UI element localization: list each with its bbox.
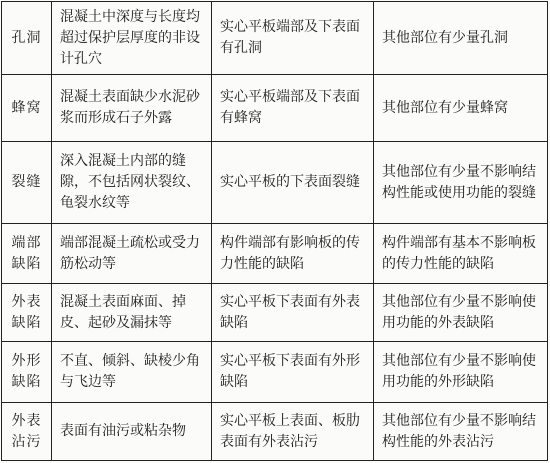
serious-defect-cell: 实心平板端部及下表面有蜂窝 [212,75,374,142]
general-defect-cell: 其他部位有少量不影响结构性能或使用功能的裂缝 [374,142,548,224]
general-defect-cell: 其他部位有少量蜂窝 [374,75,548,142]
defect-name: 蜂窝 [11,99,42,116]
general-defect-cell: 构件端部有基本不影响板的传力性能的缺陷 [374,224,548,284]
table-row [2,2,548,75]
defect-table [1,1,548,461]
defect-name-cell [2,142,52,224]
defect-name-cell [2,403,52,461]
general-defect-cell: 其他部位有少量不影响结构性能的外表沾污 [374,403,548,461]
serious-defect-cell: 实心平板下表面有外形缺陷 [212,342,374,403]
phenomenon-cell: 混凝土表面麻面、掉皮、起砂及漏抹等 [52,284,212,342]
defect-name: 裂缝 [11,174,42,190]
table-row [2,342,548,403]
serious-defect-cell: 实心平板下表面有外表缺陷 [212,284,374,342]
defect-name-cell [2,75,52,142]
defect-name: 端部缺陷 [11,234,42,272]
defect-name-cell [2,2,52,75]
general-defect-cell: 其他部位有少量不影响使用功能的外形缺陷 [374,342,548,403]
phenomenon-cell: 混凝土中深度与长度均超过保护层厚度的非设计孔穴 [52,2,212,75]
defect-name-cell [2,284,52,342]
phenomenon-cell: 不直、倾斜、缺棱少角与飞边等 [52,342,212,403]
serious-defect-cell: 构件端部有影响板的传力性能的缺陷 [212,224,374,284]
defect-name-cell [2,224,52,284]
defect-name: 外表沾污 [11,412,42,450]
general-defect-cell: 其他部位有少量孔洞 [374,2,548,75]
serious-defect-cell: 实心平板上表面、板肋表面有外表沾污 [212,403,374,461]
table-row [2,142,548,224]
serious-defect-cell: 实心平板端部及下表面有孔洞 [212,2,374,75]
table-row [2,224,548,284]
defect-name: 外表缺陷 [11,293,42,331]
table-row [2,75,548,142]
defect-table-body [2,2,548,461]
table-row [2,403,548,461]
phenomenon-cell: 深入混凝土内部的缝隙，不包括网状裂纹、龟裂水纹等 [52,142,212,224]
phenomenon-cell: 混凝土表面缺少水泥砂浆而形成石子外露 [52,75,212,142]
phenomenon-cell: 表面有油污或粘杂物 [52,403,212,461]
general-defect-cell: 其他部位有少量不影响使用功能的外表缺陷 [374,284,548,342]
serious-defect-cell: 实心平板的下表面裂缝 [212,142,374,224]
defect-name: 外形缺陷 [11,353,42,390]
defect-name-cell [2,342,52,403]
defect-name: 孔洞 [11,29,42,46]
phenomenon-cell: 端部混凝土疏松或受力筋松动等 [52,224,212,284]
table-row [2,284,548,342]
